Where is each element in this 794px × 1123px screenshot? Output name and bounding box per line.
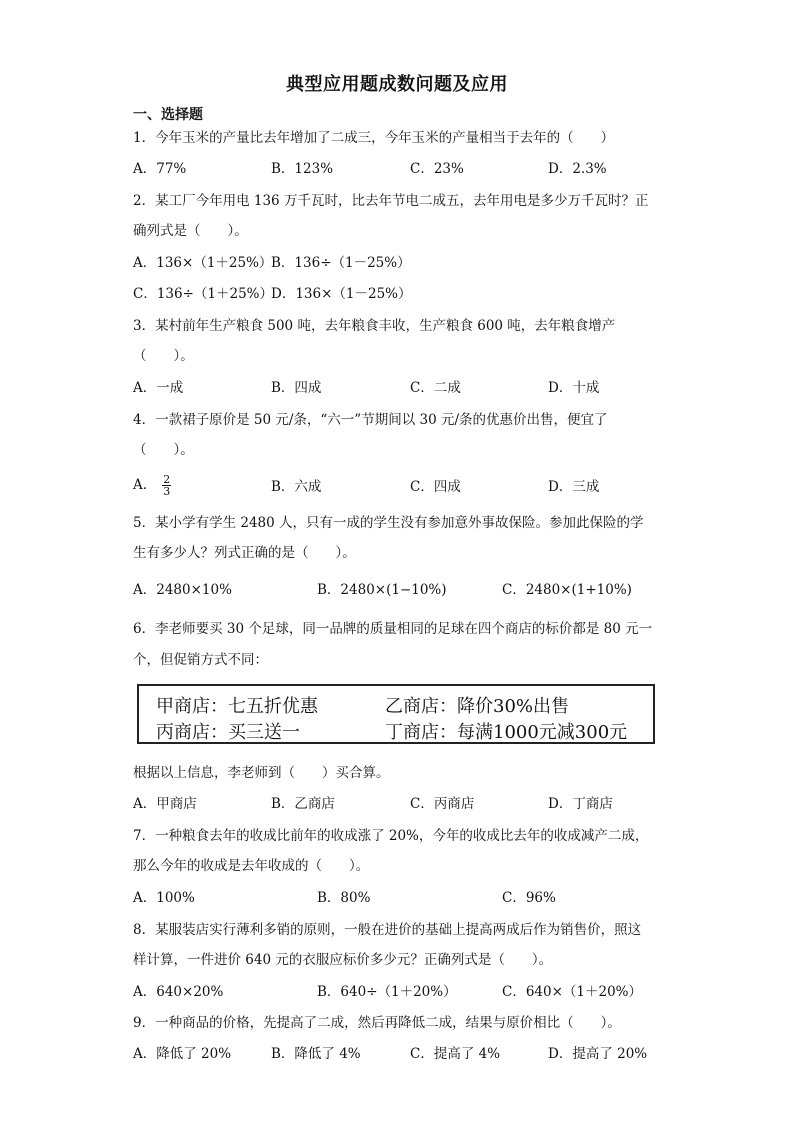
q6-option-d[interactable]: D．丁商店: [548, 796, 613, 812]
fraction: [162, 474, 171, 497]
question-6-line-2: 个，但促销方式不同：: [133, 652, 268, 668]
q1-option-c[interactable]: C．23%: [410, 161, 464, 177]
q3-option-b[interactable]: B．四成: [271, 380, 322, 396]
question-5-line-1: 5．某小学有学生 2480 人，只有一成的学生没有参加意外事故保险。参加此保险的学: [133, 515, 644, 531]
q6-option-c[interactable]: C．丙商店: [410, 796, 475, 812]
q4-option-a[interactable]: [133, 474, 171, 497]
question-8-line-1: 8．某服装店实行薄利多销的原则，一般在进价的基础上提高两成后作为销售价，照这: [133, 922, 642, 938]
question-9: 9．一种商品的价格，先提高了二成，然后再降低二成，结果与原价相比（ ）。: [133, 1015, 621, 1031]
question-4-line-2: （ ）。: [133, 442, 194, 458]
q5-option-b[interactable]: B．2480×(1−10%): [317, 582, 447, 598]
question-1: 1．今年玉米的产量比去年增加了二成三，今年玉米的产量相当于去年的（ ）: [133, 130, 615, 146]
q4-option-d[interactable]: D．三成: [548, 479, 600, 495]
q7-option-b[interactable]: B．80%: [317, 890, 371, 906]
question-5-line-2: 生有多少人？列式正确的是（ ）。: [133, 545, 356, 561]
fraction-denominator: 3: [163, 485, 171, 498]
promo-shop-jia: 甲商店：七五折优惠: [156, 696, 318, 717]
q2-option-c[interactable]: C．136÷（1＋25%）: [133, 286, 274, 302]
q4-option-a-label: A．: [133, 477, 157, 493]
promo-shop-ding: 丁商店：每满1000元减300元: [385, 722, 628, 743]
q4-option-c[interactable]: C．四成: [410, 479, 461, 495]
q4-option-b[interactable]: B．六成: [271, 479, 322, 495]
q2-option-b[interactable]: B．136÷（1－25%）: [271, 255, 411, 271]
q3-option-a[interactable]: A．一成: [133, 380, 184, 396]
q9-option-b[interactable]: B．降低了 4%: [271, 1046, 361, 1062]
q8-option-c[interactable]: C．640×（1＋20%）: [502, 984, 643, 1000]
promo-shop-bing: 丙商店：买三送一: [156, 722, 300, 743]
q1-option-d[interactable]: D．2.3%: [548, 161, 607, 177]
question-7-line-1: 7．一种粮食去年的收成比前年的收成涨了 20%，今年的收成比去年的收成减产二成，: [133, 828, 649, 844]
q9-option-c[interactable]: C．提高了 4%: [410, 1046, 501, 1062]
q5-option-a[interactable]: A．2480×10%: [133, 582, 232, 598]
question-2-line-2: 确列式是（ ）。: [133, 223, 248, 239]
section-heading: 一、选择题: [133, 107, 203, 123]
question-7-line-2: 那么今年的收成是去年收成的（ ）。: [133, 858, 370, 874]
q7-option-a[interactable]: A．100%: [133, 890, 195, 906]
q7-option-c[interactable]: C．96%: [502, 890, 556, 906]
q8-option-b[interactable]: B．640÷（1＋20%）: [317, 984, 457, 1000]
question-6-line-1: 6．李老师要买 30 个足球，同一品牌的质量相同的足球在四个商店的标价都是 80 元一: [133, 621, 653, 637]
q1-option-a[interactable]: A．77%: [133, 161, 187, 177]
promotion-box: [137, 684, 655, 744]
q6-option-b[interactable]: B．乙商店: [271, 796, 335, 812]
question-4-line-1: 4．一款裙子原价是 50 元/条，“六一”节期间以 30 元/条的优惠价出售，便宜了: [133, 412, 608, 428]
q5-option-c[interactable]: C．2480×(1+10%): [502, 582, 632, 598]
q2-option-d[interactable]: D．136×（1－25%）: [271, 286, 412, 302]
page-title: 典型应用题成数问题及应用: [286, 74, 508, 95]
question-6-line-3: 根据以上信息，李老师到（ ）买合算。: [133, 765, 390, 781]
q9-option-a[interactable]: A．降低了 20%: [133, 1046, 232, 1062]
question-3-line-1: 3．某村前年生产粮食 500 吨，去年粮食丰收，生产粮食 600 吨，去年粮食增产: [133, 318, 616, 334]
q8-option-a[interactable]: A．640×20%: [133, 984, 224, 1000]
q3-option-d[interactable]: D．十成: [548, 380, 600, 396]
promo-shop-yi: 乙商店：降价30%出售: [385, 696, 570, 717]
question-3-line-2: （ ）。: [133, 348, 194, 364]
question-8-line-2: 样计算，一件进价 640 元的衣服应标价多少元？正确列式是（ ）。: [133, 952, 553, 968]
q1-option-b[interactable]: B．123%: [271, 161, 334, 177]
q3-option-c[interactable]: C．二成: [410, 380, 461, 396]
q6-option-a[interactable]: A．甲商店: [133, 796, 197, 812]
q2-option-a[interactable]: A．136×（1＋25%）: [133, 255, 273, 271]
fraction-numerator: 2: [163, 473, 171, 486]
q9-option-d[interactable]: D．提高了 20%: [548, 1046, 648, 1062]
question-2-line-1: 2．某工厂今年用电 136 万千瓦时，比去年节电二成五，去年用电是多少万千瓦时？正: [133, 193, 649, 209]
